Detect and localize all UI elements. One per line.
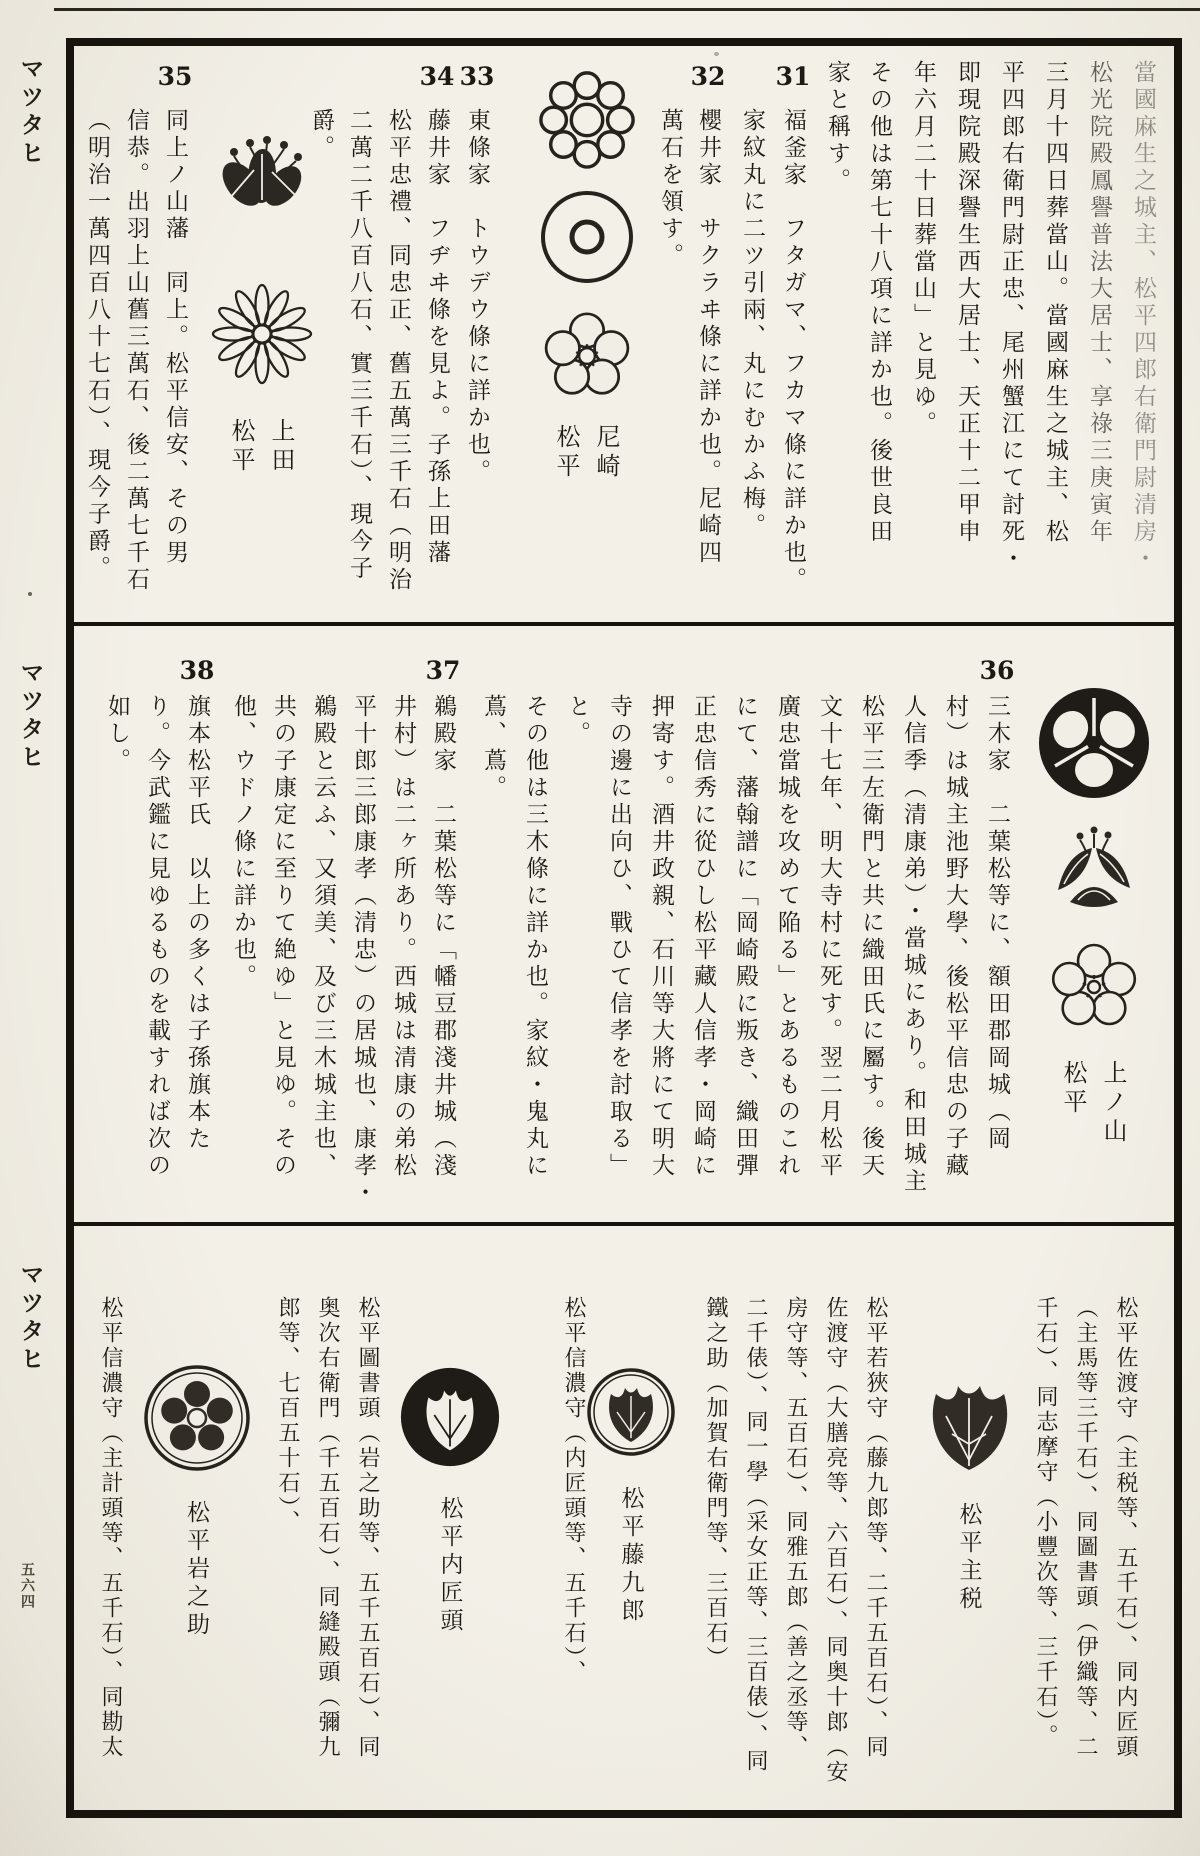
margin-label-matsutahi-3: マツタヒ — [16, 1262, 44, 1374]
text-column: 人信季（清康弟）・當城にあり。和田城主 — [900, 694, 926, 1196]
text-column: 廣忠當城を攻めて陥る」とあるものこれ — [774, 694, 800, 1180]
ink-speck — [28, 592, 32, 596]
mulberry-leaf-crest-icon — [912, 1364, 1027, 1476]
crest-group-kaminoyama — [1021, 626, 1166, 1222]
text-column: 松平三左衛門と共に織田氏に屬す。後天 — [858, 694, 884, 1180]
margin-label-matsutahi-1: マツタヒ — [16, 56, 44, 168]
chrysanthemum-crest-icon — [202, 274, 322, 394]
column-text: 旗本松平氏 以上の多くは子孫旗本た — [184, 694, 210, 1153]
text-column: （主馬等三千石）、同圖書頭（伊織等、二 — [1073, 1296, 1098, 1760]
crest-label: 松平主税 — [955, 1502, 982, 1614]
text-column: 郎等、七百五十石）、 — [275, 1296, 300, 1535]
entry-33-column — [458, 46, 496, 622]
entry-31-column — [774, 46, 812, 622]
text-column: 松平信濃守（内匠頭等、五千石）、 — [561, 1296, 586, 1685]
text-column: 二千俵）、同一學（采女正等、三百俵）、同 — [743, 1296, 768, 1774]
section-middle — [74, 626, 1174, 1222]
text-column: 松平圖書頭（岩之助等、五千五百石）、同 — [355, 1296, 380, 1760]
text-column: その他は第七十八項に詳か也。後世良田 — [866, 60, 892, 546]
crest-label: 松平岩之助 — [183, 1500, 209, 1640]
cherry-blossom-crest-icon — [1039, 932, 1149, 1042]
text-column: 當國麻生之城主、松平四郎右衛門尉清房・ — [1130, 60, 1156, 573]
text-column: 年六月二十日葬當山」と見ゆ。 — [910, 60, 936, 438]
text-column: 村）は城主池野大學、後松平信忠の子藏 — [942, 694, 968, 1180]
text-column: （明治一萬四百八十七石）、現今子爵。 — [84, 108, 110, 583]
crest-label-place: 上田 — [267, 418, 295, 476]
entry-35-column — [156, 46, 194, 622]
crest-label — [1051, 1060, 1136, 1147]
text-column: 二萬二千八百八石、實三千石）、現今子爵。 — [308, 108, 372, 583]
text-column: り。今武鑑に見ゆるものを載すれば次の — [144, 694, 170, 1180]
page-number: 五六四 — [19, 1562, 35, 1610]
text-column: その他は三木條に詳か也。家紋・鬼丸に — [522, 694, 548, 1180]
crest-label: 松平内匠頭 — [436, 1496, 463, 1636]
column-text: 藤井家 フヂヰ條を見よ。子孫上田藩 — [424, 108, 450, 567]
section-top — [74, 46, 1174, 622]
text-column: 佐渡守（大膳亮等、六百石）、同奥十郎（安 — [823, 1296, 848, 1785]
text-column: 文十七年、明大寺村に死す。翌二月松平 — [816, 694, 842, 1180]
entry-number: 36 — [979, 656, 1015, 685]
text-column: 松平忠禮、同忠正、舊五萬三千石（明治 — [385, 108, 411, 594]
text-column: 平十郎三郎康孝（清忠）の居城也、康孝・ — [350, 694, 376, 1207]
text-column: 寺の邊に出向ひ、戰ひて信孝を討取る」 — [606, 694, 632, 1180]
margin-label-matsutahi-2: マツタヒ — [16, 660, 44, 772]
entry-number: 37 — [425, 656, 461, 685]
entry-36-column — [978, 626, 1016, 1222]
column-text: 櫻井家 サクラヰ條に詳か也。尼崎四 — [695, 108, 721, 567]
column-text: 鵜殿家 二葉松等に「幡豆郡淺井城（淺 — [430, 694, 456, 1180]
crest-label-family: 松平 — [1059, 1060, 1087, 1118]
text-column: 蔦、蔦。 — [480, 694, 506, 802]
entry-32-column — [689, 46, 727, 622]
text-column: 信恭。出羽上山舊三萬石、後二萬七千石 — [123, 108, 149, 594]
text-column: 三月十四日葬當山。當國麻生之城主、松 — [1042, 60, 1068, 546]
crest-group-takuminokami — [394, 1226, 506, 1811]
crest-group-iwanosuke — [134, 1226, 259, 1811]
crest-label-place: 上ノ山 — [1099, 1060, 1127, 1147]
column-text: 同上ノ山藩 同上。松平信安、その男 — [162, 108, 188, 567]
crest-label-family: 松平 — [227, 418, 255, 476]
text-column: 即現院殿深譽生西大居士、天正十二甲申 — [954, 60, 980, 546]
crest-group-amagasaki — [524, 46, 649, 622]
text-column: 正忠信秀に從ひし松平藏人信孝・岡崎に — [690, 694, 716, 1180]
text-column: 家紋丸に二ツ引兩、丸にむかふ梅。 — [739, 108, 765, 540]
text-column: 千石）、同志摩守（小豐次等、三千石）。 — [1033, 1296, 1058, 1749]
crest-label: 松平藤九郎 — [617, 1486, 644, 1626]
text-column: 松平信濃守（主計頭等、五千石）、同勘太 — [98, 1296, 123, 1760]
entry-number: 33 — [459, 62, 495, 91]
text-column: 平四郎右衛門尉正忠、尾州蟹江にて討死・ — [998, 60, 1024, 573]
entry-34-column — [418, 46, 456, 622]
snake-eye-ring-crest-icon — [532, 182, 642, 292]
text-column: 共の子康定に至りて絶ゆ」と見ゆ。その — [270, 694, 296, 1180]
column-text: 福釜家 フタガマ、フカマ條に詳か也。 — [780, 108, 806, 594]
entry-number: 31 — [775, 62, 811, 91]
crest-group-tokuro — [586, 1226, 676, 1811]
text-column: 房守等、五百石）、同雅五郎（善之丞等、 — [783, 1296, 808, 1760]
column-text: 三木家 二葉松等に、額田郡岡城（岡 — [984, 694, 1010, 1153]
crest-group-chikara — [909, 1226, 1029, 1811]
text-column: 鵜殿と云ふ、又須美、及び三木城主也、 — [310, 694, 336, 1180]
entry-number: 38 — [179, 656, 215, 685]
entry-38-column — [178, 626, 216, 1222]
page-edge-line — [54, 8, 1200, 11]
crest-label-family: 松平 — [552, 424, 580, 482]
plum-in-ring-crest-icon — [141, 1362, 253, 1474]
oak-leaves-crest-icon — [210, 126, 314, 226]
text-column: 萬石を領す。 — [657, 108, 683, 270]
text-column: 松光院殿鳳譽普法大居士、享祿三庚寅年 — [1086, 60, 1112, 546]
crest-group-ueda — [194, 46, 329, 622]
text-column: 井村）は二ヶ所あり。西城は清康の弟松 — [390, 694, 416, 1180]
text-column: にて、藩翰譜に「岡崎殿に叛き、織田彈 — [732, 694, 758, 1180]
text-column: 松平佐渡守（主税等、五千石）、同内匠頭 — [1113, 1296, 1138, 1760]
text-column: 奥次右衛門（千五百石）、同縫殿頭（彌九 — [315, 1296, 340, 1760]
plum-blossom-crest-icon — [535, 304, 639, 408]
leaf-on-black-disc-crest-icon — [397, 1364, 503, 1470]
crest-label — [219, 418, 304, 476]
entry-number: 32 — [690, 62, 726, 91]
text-column: 他、ウドノ條に詳か也。 — [230, 694, 256, 991]
leaf-in-ring-crest-icon — [585, 1366, 677, 1458]
column-text: 東條家 トウデウ條に詳か也。 — [464, 108, 490, 486]
crest-label-place: 尼崎 — [592, 424, 620, 482]
crest-label — [544, 424, 629, 482]
text-column: 如し。 — [104, 694, 130, 775]
text-column: 鐵之助（加賀右衛門等、三百石） — [703, 1296, 728, 1671]
plum-circles-crest-icon — [535, 66, 639, 170]
section-bottom — [74, 1226, 1174, 1811]
entry-number: 35 — [157, 62, 193, 91]
text-column: 押寄す。酒井政親、石川等大將にて明大 — [648, 694, 674, 1180]
text-column: と。 — [564, 694, 590, 748]
entry-number: 34 — [419, 62, 455, 91]
text-column: 松平若狹守（藤九郎等、二千五百石）、同 — [863, 1296, 888, 1760]
entry-37-column — [424, 626, 462, 1222]
pine-sprig-crest-icon — [1040, 820, 1148, 916]
text-column: 家と稱す。 — [824, 60, 850, 195]
black-wood-sorrel-crest-icon — [1031, 680, 1157, 806]
